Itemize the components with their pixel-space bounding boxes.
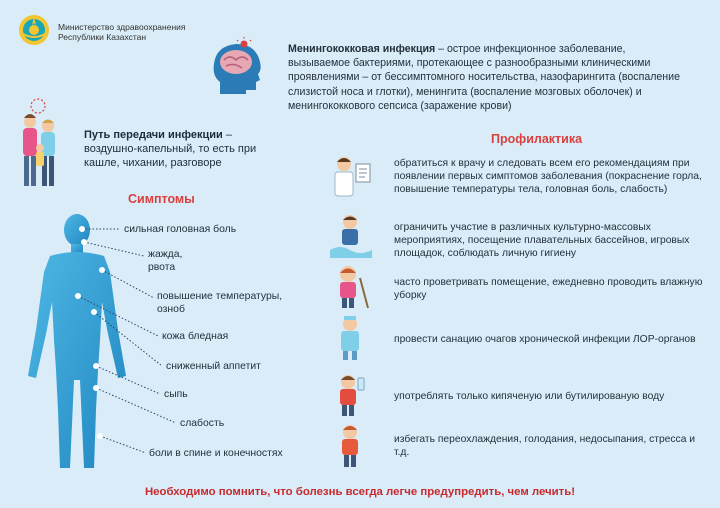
- symptom-rash: сыпь: [164, 389, 188, 400]
- symptom-weakness: слабость: [180, 418, 225, 429]
- prevention-title: Профилактика: [491, 132, 583, 146]
- human-body-figure: [18, 210, 136, 480]
- symptoms-title: Симптомы: [128, 192, 195, 206]
- ministry-header: [18, 14, 186, 46]
- drinking-child-icon: [326, 372, 376, 418]
- nurse-icon: [326, 314, 376, 360]
- symptom-pale-skin: кожа бледная: [162, 331, 229, 342]
- definition-term: Менингококковая инфекция: [288, 43, 436, 55]
- transmission-title: Путь передачи инфекции: [84, 129, 223, 141]
- symptom-thirst: жажда,: [148, 249, 183, 260]
- prevention-item-avoid-cold: избегать переохлаждения, голодания, недосыпания, стресса и т.д.: [394, 434, 696, 458]
- prevention-item-doctor: обратиться к врачу и следовать всем его рекомендациям при появлении первых симптомов заболевания (покраснение горла, повышение температуры тела, головная боль, слабость): [394, 158, 702, 195]
- prevention-item-water: употреблять только кипяченую или бутилированую воду: [394, 391, 665, 402]
- prevention-item-limit-events: ограничить участие в различных культурно-массовых мероприятиях, посещение плавательных бассейнов, игровых площадок, соблюдать личную гигиену: [394, 222, 690, 259]
- brain-head-icon: [206, 36, 270, 100]
- cold-child-icon: [326, 422, 376, 468]
- prevention-item-ventilation: часто проветривать помещение, ежедневно проводить влажную уборку: [394, 277, 703, 301]
- footer-slogan: Необходимо помнить, что болезнь всегда легче предупредить, чем лечить!: [144, 486, 576, 498]
- ministry-line-1: Министерство здравоохранения: [58, 22, 186, 32]
- symptom-chills: озноб: [157, 304, 185, 315]
- transmission-text: – воздушно-капельный, то есть при кашле, чихании, разговоре: [84, 129, 257, 170]
- definition-text: – острое инфекционное заболевание, вызываемое бактериями, протекающее с разнообразными клиническими проявлениями – от бессимптомного носительства, назофарингита (воспаление слизистой носа и глотки), менингита (воспаление мозговых оболочек) и менингококкового сепсиса (заражение крови): [288, 43, 680, 112]
- symptom-back-pain: боли в спине и конечностях: [149, 448, 283, 459]
- kazakhstan-emblem-icon: [18, 14, 50, 46]
- cleaning-child-icon: [326, 264, 376, 310]
- symptom-low-appetite: сниженный аппетит: [166, 361, 261, 372]
- doctor-icon: [326, 154, 376, 200]
- swimming-child-icon: [326, 212, 376, 258]
- prevention-item-sanitation: провести санацию очагов хронической инфекции ЛОР-органов: [394, 334, 696, 345]
- family-sneezing-icon: [18, 96, 62, 192]
- ministry-line-2: Республики Казахстан: [58, 32, 147, 42]
- symptom-vomiting: рвота: [148, 262, 176, 273]
- transmission-block: [84, 128, 284, 171]
- infection-definition: [288, 42, 683, 113]
- symptom-headache: сильная головная боль: [124, 224, 237, 235]
- symptom-fever: повышение температуры,: [157, 291, 283, 302]
